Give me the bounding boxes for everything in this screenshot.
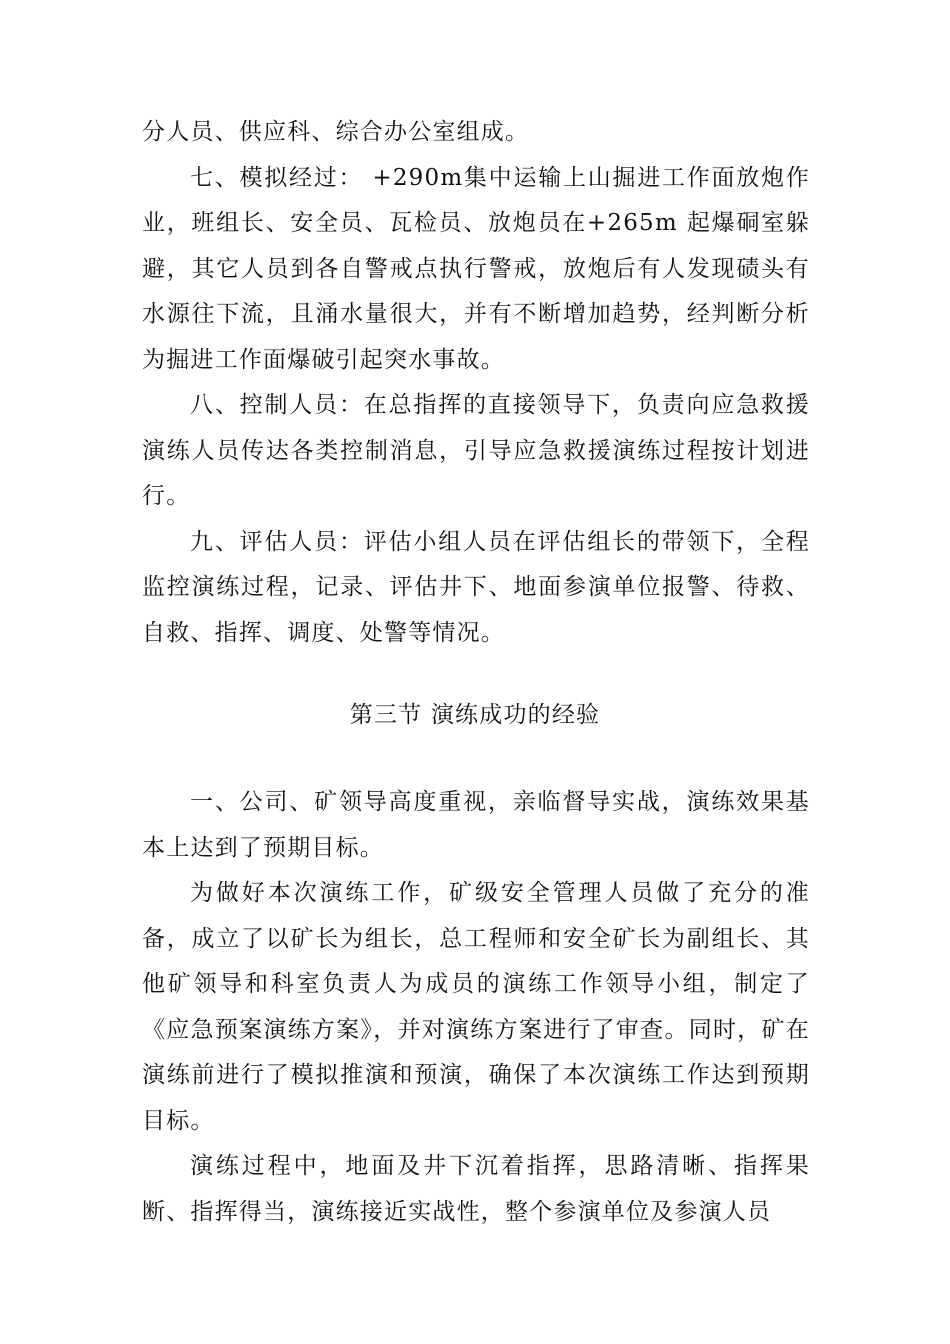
body-text-top (142, 110, 810, 656)
paragraph-continuation: 分人员、供应科、综合办公室组成。 (142, 119, 530, 145)
paragraph-control-personnel: 八、控制人员：在总指挥的直接领导下，负责向应急救援演练人员传达各类控制消息，引导应急救援演练过程按计划进行。 (142, 392, 810, 509)
section-heading: 第三节 演练成功的经验 (349, 702, 601, 728)
paragraph-drill-process: 演练过程中，地面及井下沉着指挥，思路清晰、指挥果断、指挥得当，演练接近实战性，整个参演单位及参演人员 (142, 1153, 810, 1225)
paragraph-evaluation-personnel: 九、评估人员：评估小组人员在评估组长的带领下，全程监控演练过程，记录、评估井下、地面参演单位报警、待救、自救、指挥、调度、处警等情况。 (142, 528, 810, 646)
body-text-bottom (142, 780, 810, 1235)
paragraph-preparation: 为做好本次演练工作，矿级安全管理人员做了充分的准备，成立了以矿长为组长，总工程师和安全矿长为副组长、其他矿领导和科室负责人为成员的演练工作领导小组，制定了《应急预案演练方案》，并对演练方案进行了审查。同时，矿在演练前进行了模拟推演和预演，确保了本次演练工作达到预期目标。 (142, 880, 810, 1134)
paragraph-leadership: 一、公司、矿领导高度重视，亲临督导实战，演练效果基本上达到了预期目标。 (142, 789, 810, 861)
paragraph-simulation-process: 七、模拟经过： +290m集中运输上山掘进工作面放炮作业，班组长、安全员、瓦检员、放炮员在+265m 起爆硐室躲避，其它人员到各自警戒点执行警戒，放炮后有人发现碛头有水源往下流，且涌水量很大，并有不断增加趋势，经判断分析为掘进工作面爆破引起突水事故。 (142, 164, 810, 373)
